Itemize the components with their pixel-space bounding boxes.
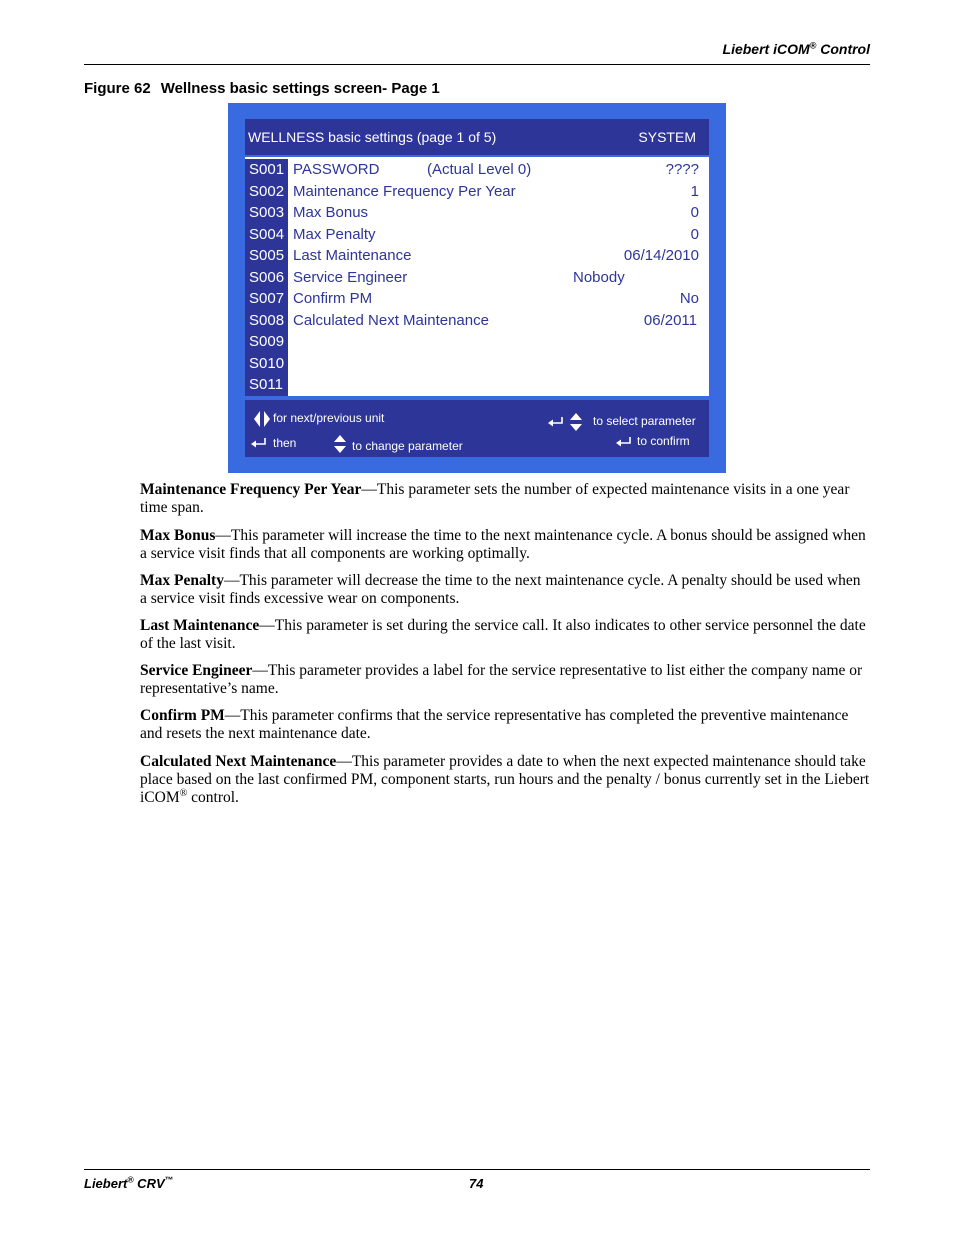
parameter-sublabel: (Actual Level 0) (427, 161, 532, 178)
figure-caption (84, 80, 440, 97)
paragraph-calculated-next-maintenance: Calculated Next Maintenance—This parameter provides a date to when the next expected maintenance should take place based on the last confirmed PM, component starts, run hours and the penalty / bonus currently set in the Liebert iCOM® control. (140, 753, 870, 806)
parameter-label: PASSWORD (293, 161, 380, 178)
parameter-row-s006[interactable] (245, 267, 709, 288)
screen-help-bar (245, 400, 709, 457)
parameter-label: Max Penalty (293, 225, 376, 243)
paragraph-max-penalty: Max Penalty—This parameter will decrease the time to the next maintenance cycle. A penalty should be used when a service visit finds excessive wear on components. (140, 572, 861, 607)
parameter-list (245, 159, 709, 396)
parameter-value: No (679, 290, 699, 307)
up-down-arrows-icon (569, 412, 583, 432)
parameter-id: S009 (249, 333, 285, 350)
parameter-row-s007[interactable] (245, 288, 709, 309)
header-rule (84, 64, 870, 65)
figure-title: Wellness basic settings screen- Page 1 (160, 80, 440, 97)
parameter-row-s004[interactable] (245, 224, 709, 245)
parameter-value: 0 (690, 204, 699, 221)
parameter-row-s011[interactable] (245, 374, 709, 395)
parameter-value: 0 (690, 225, 699, 243)
paragraph-max-bonus: Max Bonus—This parameter will increase the time to the next maintenance cycle. A bonus should be assigned when a service visit finds that all components are working optimally. (140, 527, 866, 562)
header-title: Liebert iCOM® Control (722, 40, 870, 57)
parameter-id: S008 (249, 311, 285, 329)
help-select-parameter: to select parameter (593, 414, 696, 428)
parameter-value: 1 (690, 182, 699, 200)
parameter-row-s002[interactable] (245, 181, 709, 202)
parameter-label: Last Maintenance (293, 247, 412, 264)
parameter-row-s003[interactable] (245, 202, 709, 223)
help-confirm: to confirm (637, 434, 690, 448)
enter-icon (250, 437, 268, 449)
parameter-id: S001 (249, 161, 285, 178)
parameter-id: S002 (249, 182, 285, 200)
left-right-arrows-icon (253, 410, 271, 428)
parameter-value: 06/14/2010 (623, 247, 699, 264)
screen-mode: SYSTEM (638, 129, 696, 145)
help-change-parameter: to change parameter (352, 439, 463, 453)
parameter-row-s008[interactable] (245, 310, 709, 331)
parameter-row-s010[interactable] (245, 353, 709, 374)
parameter-row-s001[interactable] (245, 159, 709, 180)
parameter-label: Calculated Next Maintenance (293, 311, 489, 329)
parameter-label: Maintenance Frequency Per Year (293, 182, 516, 200)
parameter-id: S010 (249, 354, 285, 372)
parameter-id: S004 (249, 225, 285, 243)
screen-title-bar (245, 119, 709, 155)
parameter-value: Nobody (573, 268, 625, 286)
help-next-previous: for next/previous unit (273, 411, 385, 425)
parameter-id: S007 (249, 290, 285, 307)
paragraph-maintenance-frequency: Maintenance Frequency Per Year—This parameter sets the number of expected maintenance visits in a one year time span. (140, 481, 850, 516)
parameter-value: 06/2011 (643, 311, 697, 329)
parameter-value: ???? (665, 161, 699, 178)
parameter-id: S006 (249, 268, 285, 286)
page-number: 74 (469, 1176, 484, 1191)
parameter-row-s009[interactable] (245, 331, 709, 352)
parameter-row-s005[interactable] (245, 245, 709, 266)
enter-icon (615, 436, 633, 448)
paragraph-last-maintenance: Last Maintenance—This parameter is set during the service call. It also indicates to other service personnel the date of the last visit. (140, 617, 866, 652)
paragraph-service-engineer: Service Engineer—This parameter provides a label for the service representative to list either the company name or representative’s name. (140, 662, 863, 697)
screen-title: WELLNESS basic settings (page 1 of 5) (248, 129, 497, 145)
help-then: then (273, 436, 297, 450)
parameter-id: S005 (249, 247, 285, 264)
figure-number: Figure 62 (84, 80, 151, 97)
parameter-id: S011 (249, 376, 283, 393)
footer-rule (84, 1169, 870, 1170)
parameter-label: Max Bonus (293, 204, 369, 221)
paragraph-confirm-pm: Confirm PM—This parameter confirms that the service representative has completed the preventive maintenance and resets the next maintenance date. (140, 707, 849, 742)
up-down-arrows-icon (333, 434, 347, 454)
parameter-label: Service Engineer (293, 268, 408, 286)
parameter-label: Confirm PM (293, 290, 373, 307)
footer-product: Liebert® CRV™ (84, 1174, 174, 1191)
parameter-id: S003 (249, 204, 285, 221)
enter-icon (547, 416, 565, 428)
